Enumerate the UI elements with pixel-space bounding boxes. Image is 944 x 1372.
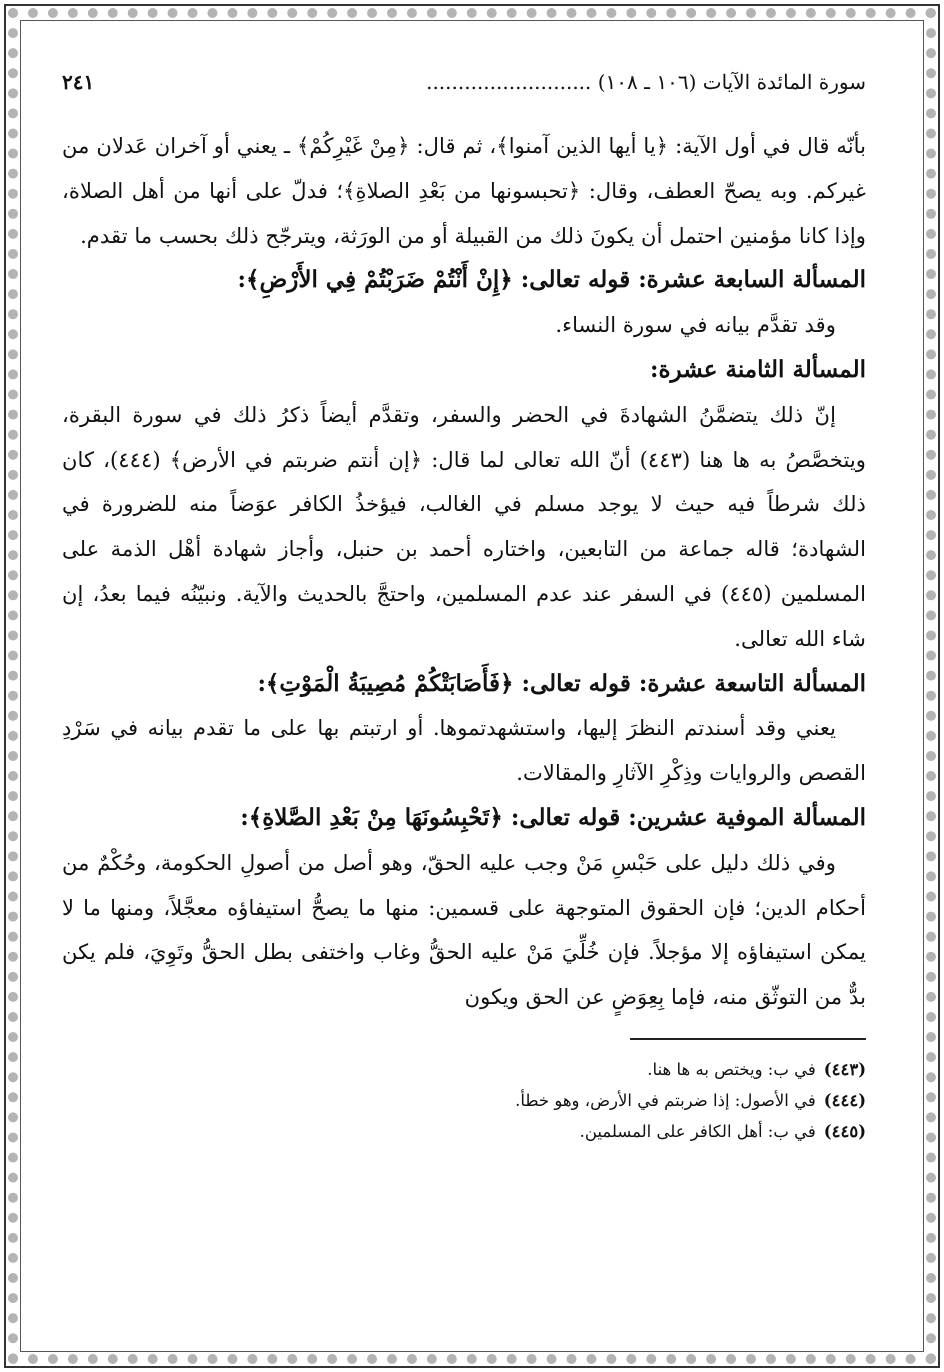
- footnote: [62, 1085, 866, 1116]
- paragraph: وقد تقدَّم بيانه في سورة النساء.: [555, 312, 836, 338]
- paragraph: وفي ذلك دليل على حَبْسِ مَنْ وجب عليه الحقّ، وهو أصل من أصولِ الحكومة، وحُكْمٌ من أحكام الدين؛ فإن الحقوق المتوجهة على قسمين: منها ما يصحُّ استيفاؤه معجَّلاً، ومنها ما لا يمكن استيفاؤه إلا مؤجلاً. فإن خُلِّيَ مَنْ عليه الحقُّ وغاب واختفى بطل الحقُّ وتَوِيَ، فلم يكن بدٌّ من التوثّق منه، فإما بِعِوَضٍ عن الحق ويكون: [62, 849, 866, 1010]
- footnote-text: في ب: ويختص به ها هنا.: [647, 1059, 816, 1079]
- footnote-number: (٤٤٣): [823, 1059, 866, 1079]
- footnote-number: (٤٤٥): [823, 1121, 866, 1141]
- running-head: [62, 62, 866, 102]
- footnote-divider: [630, 1038, 866, 1040]
- section-heading: المسألة الموفية عشرين: قوله تعالى: ﴿تَحْبِسُونَهَا مِنْ بَعْدِ الصَّلاةِ﴾:: [240, 803, 866, 831]
- footnote-text: في ب: أهل الكافر على المسلمين.: [579, 1121, 816, 1141]
- footnote-number: (٤٤٤): [823, 1090, 866, 1110]
- body-text: [62, 124, 866, 1020]
- paragraph: يعني وقد أسندتم النظرَ إليها، واستشهدتموها. أو ارتبتم بها على ما تقدم بيانه في سَرْدِ القصص والروايات وذِكْرِ الآثارِ والمقالات.: [62, 715, 866, 786]
- page-number: ٢٤١: [62, 70, 95, 94]
- footnote: [62, 1054, 866, 1085]
- section-heading: المسألة التاسعة عشرة: قوله تعالى: ﴿فَأَصَابَتْكُمْ مُصِيبَةُ الْمَوْتِ﴾:: [257, 669, 866, 697]
- footnotes: [62, 1054, 866, 1147]
- section-heading: المسألة الثامنة عشرة:: [650, 355, 866, 383]
- book-page: [62, 62, 866, 1147]
- footnote-text: في الأصول: إذا ضربتم في الأرض، وهو خطأ.: [515, 1090, 816, 1110]
- footnote: [62, 1116, 866, 1147]
- running-head-title: سورة المائدة الآيات (١٠٦ ـ ١٠٨) ..........................: [426, 70, 866, 94]
- section-heading: المسألة السابعة عشرة: قوله تعالى: ﴿إِنْ أَنْتُمْ ضَرَبْتُمْ فِي الأَرْضِ﴾:: [237, 266, 866, 294]
- paragraph: بأنّه قال في أول الآية: ﴿يا أيها الذين آمنوا﴾، ثم قال: ﴿مِنْ غَيْرِكُمْ﴾ ـ يعني أو آخران عَدلان من غيركم. وبه يصحّ العطف، وقال: ﴿تحبسونها من بَعْدِ الصلاةِ﴾؛ فدلّ على أنها من أهل الصلاة، وإذا كانا مؤمنين احتمل أن يكونَ ذلك من القبيلة أو من الورَثة، ويترجّح ذلك بحسب ما تقدم.: [62, 133, 866, 248]
- paragraph: إنّ ذلك يتضمَّنُ الشهادةَ في الحضر والسفر، وتقدَّم أيضاً ذكرُ ذلك في سورة البقرة، ويتخصَّصُ به ها هنا (٤٤٣) أنّ الله تعالى لما قال: ﴿إن أنتم ضربتم في الأرض﴾ (٤٤٤)، كان ذلك شرطاً فيه حيث لا يوجد مسلم في الغالب، فيؤخذُ الكافر عوَضاً منه للضرورة في الشهادة؛ قاله جماعة من التابعين، واختاره أحمد بن حنبل، وأجاز شهادة أهْل الذمة على المسلمين (٤٤٥) في السفر عند عدم المسلمين، واحتجَّ بالحديث والآية. ونبيّنُه فيما بعدُ، إن شاء الله تعالى.: [62, 401, 866, 651]
